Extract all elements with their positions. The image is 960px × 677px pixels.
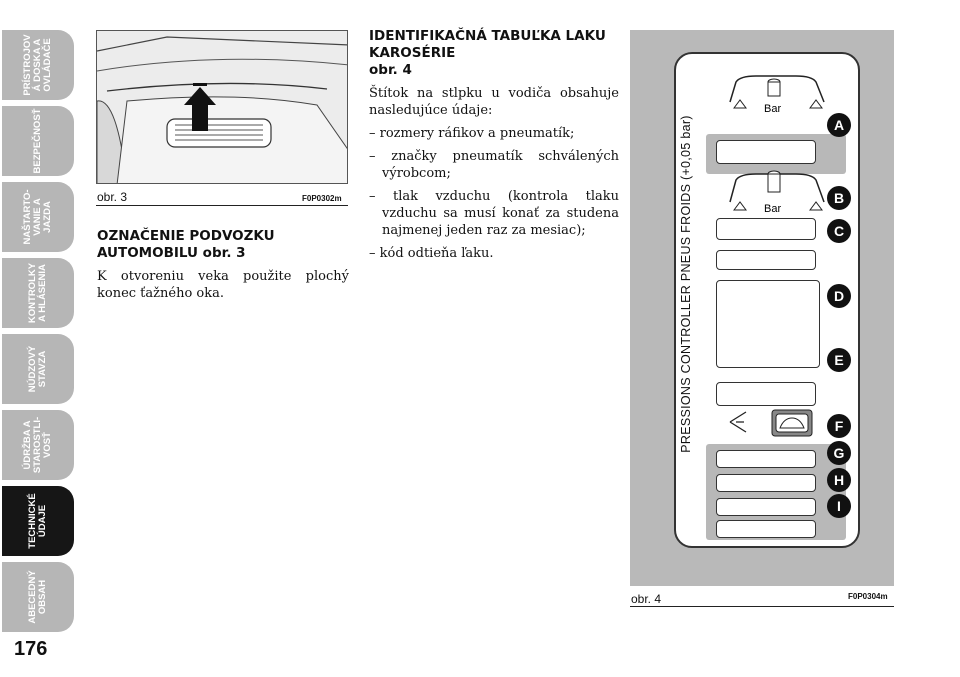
tab-label: TECHNICKÉ ÚDAJE [27, 493, 48, 549]
tab-pristrojova-doska[interactable] [2, 30, 74, 100]
list-item: – tlak vzduchu (kontrola tlaku vzduchu sa musí konať za studena najmenej jeden raz za mesiac); [369, 189, 619, 238]
tab-label: NAŠTARTO- VANIE A JAZDA [22, 189, 53, 245]
field-g [716, 474, 816, 492]
list-item: – značky pneumatík schválených výrobcom; [369, 149, 619, 181]
field-a [716, 140, 816, 164]
figure-3-rule [96, 205, 348, 206]
page-number: 176 [14, 638, 48, 660]
letter-h: H [827, 468, 851, 492]
tab-nudzovy-stav[interactable] [2, 334, 74, 404]
tab-technicke-udaje[interactable] [2, 486, 74, 556]
figure-3-caption: obr. 3 [97, 190, 128, 204]
tab-label: NÚDZOVÝ STAVZA [27, 345, 48, 393]
tab-udrzba[interactable] [2, 410, 74, 480]
field-e [716, 382, 816, 406]
tab-label: KONTROLKY A HLÁSENIA [27, 262, 48, 324]
car-front-load-icon [716, 68, 836, 116]
tab-label: BEZPEČNOSŤ [32, 108, 43, 174]
plate-vertical-text: PRESSIONS CONTROLLER PNEUS FROIDS (+0,05 bar) [679, 115, 693, 453]
letter-f: F [827, 414, 851, 438]
tab-label: ÚDRŽBA A STAROSTLI- VOSŤ [22, 416, 53, 474]
field-f [716, 450, 816, 468]
tab-label: ABECEDNÝ OBSAH [27, 570, 48, 624]
car-full-load-icon [716, 164, 836, 216]
figure-3-image [96, 30, 348, 184]
letter-a: A [827, 113, 851, 137]
letter-e: E [827, 348, 851, 372]
paragraph-chassis: K otvoreniu veka použite plochý konec ťažného oka. [97, 269, 349, 301]
tab-bezpecnost[interactable] [2, 106, 74, 176]
field-d [716, 280, 820, 368]
letter-i: I [827, 494, 851, 518]
section-heading-ref: obr. 4 [369, 62, 412, 78]
field-i [716, 520, 816, 538]
tire-brand-icon [726, 406, 826, 440]
car-hood-illustration [97, 31, 348, 184]
left-section [97, 228, 349, 302]
figure-4-caption: obr. 4 [631, 592, 662, 606]
letter-g: G [827, 441, 851, 465]
bar-label-2: Bar [764, 203, 782, 215]
figure-3-code: F0P0302m [302, 194, 342, 203]
section-heading-paint: IDENTIFIKAČNÁ TABUĽKA LAKU KAROSÉRIE [369, 28, 606, 61]
list-item: – rozmery ráfikov a pneumatík; [369, 126, 575, 141]
tab-abecedny-obsah[interactable] [2, 562, 74, 632]
list-item: – kód odtieňa ľaku. [369, 246, 494, 261]
right-section [369, 28, 619, 262]
paragraph-intro: Štítok na stlpku u vodiča obsahuje nasledujúce údaje: [369, 86, 619, 118]
section-heading-chassis: OZNAČENIE PODVOZKU AUTOMOBILU obr. 3 [97, 228, 275, 261]
field-b [716, 218, 816, 240]
bar-label-1: Bar [764, 103, 782, 115]
letter-c: C [827, 219, 851, 243]
figure-4-rule [630, 606, 894, 607]
tab-nastartovanie[interactable] [2, 182, 74, 252]
tab-kontrolky[interactable] [2, 258, 74, 328]
tab-label: PRÍSTROJOV Á DOSKA A OVLÁDAČE [22, 34, 53, 96]
letter-b: B [827, 186, 851, 210]
field-h [716, 498, 816, 516]
field-c [716, 250, 816, 270]
figure-4-image [630, 30, 894, 586]
figure-4-code: F0P0304m [848, 592, 888, 601]
letter-d: D [827, 284, 851, 308]
